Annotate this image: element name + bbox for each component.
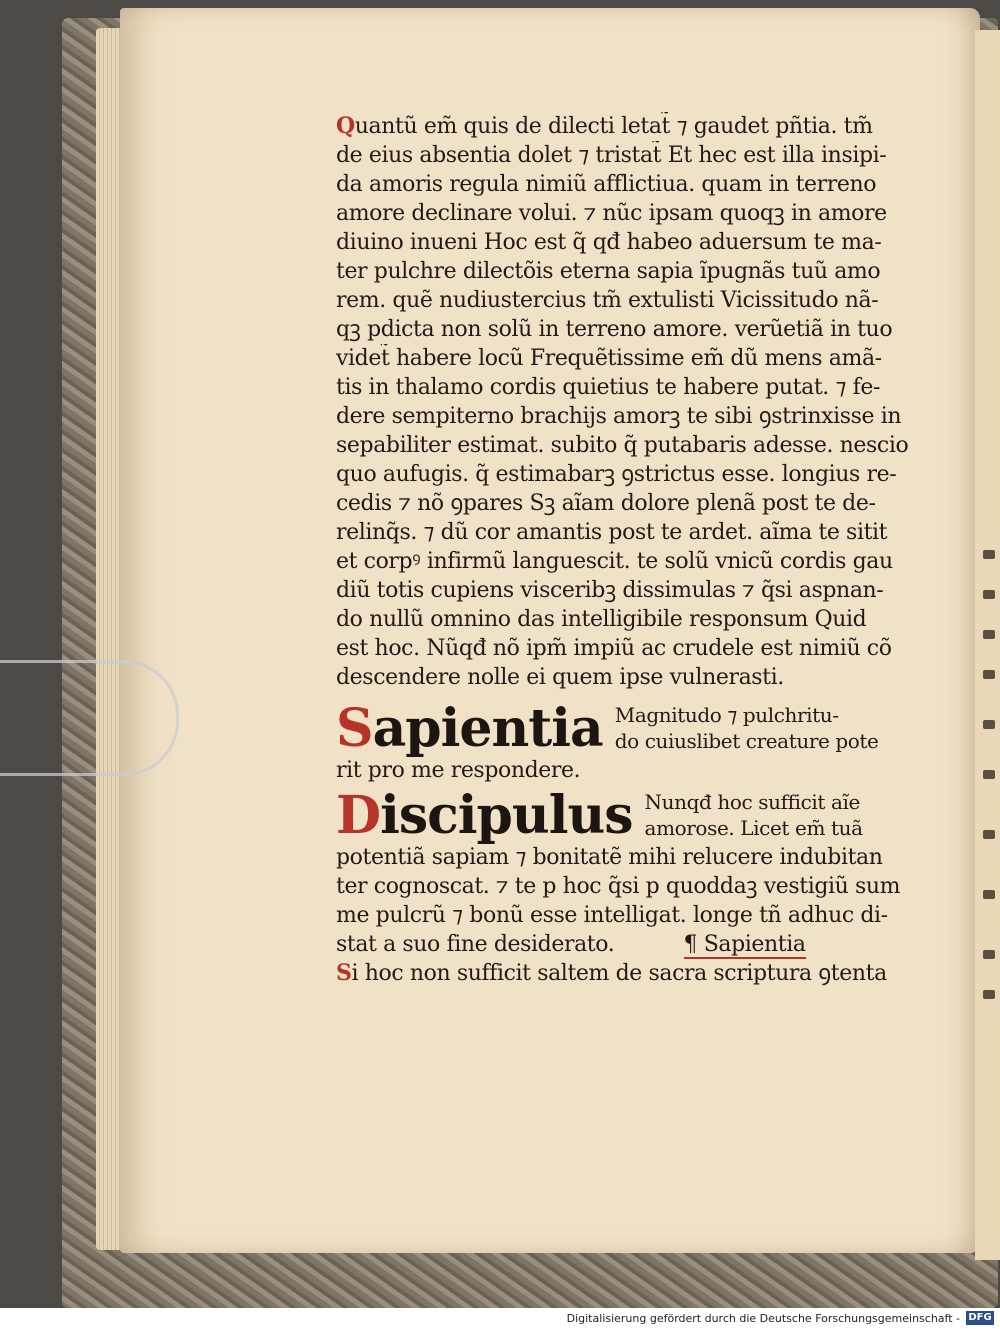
line-text: amore declinare volui. ⁊ nũc ipsam quoqꝫ in amore	[336, 201, 887, 226]
line-text: da amoris regula nimiũ afflictiua. quam in terreno	[336, 172, 877, 197]
line-text: descendere nolle ei quem ipse vulnerasti.	[336, 665, 784, 690]
text-fragment: stat a suo fine desiderato.	[336, 932, 615, 957]
text-line	[336, 547, 921, 576]
line-text: diuino inueni Hoc est q̃ qđ habeo aduersum te ma-	[336, 230, 882, 255]
text-line: Si hoc non sufficit saltem de sacra scriptura ꝯtenta	[336, 960, 887, 986]
line-text: dere sempiterno brachijs amorꝫ te sibi ꝯstrinxisse in	[336, 404, 902, 429]
footer-bar	[0, 1308, 1000, 1329]
text-line: Nunqđ hoc sufficit aĩe	[644, 790, 860, 814]
text-line	[336, 141, 921, 170]
line-text: cedis ⁊ nõ ꝯpares Sꝫ aĩam dolore plenã post te de-	[336, 491, 876, 516]
text-line: do cuiuslibet creature pote	[614, 729, 879, 753]
text-line	[336, 199, 921, 228]
text-line: ter cognoscat. ⁊ te p hoc q̃si p quoddaꝫ vestigiũ sum	[336, 874, 901, 899]
page-text	[336, 112, 921, 988]
footer-credit: Digitalisierung gefördert durch die Deutsche Forschungsgemeinschaft -	[566, 1312, 960, 1325]
text-line	[336, 576, 921, 605]
text-line	[336, 402, 921, 431]
line-text: relinq̃s. ⁊ dũ cor amantis post te ardet. aĩma te sitit	[336, 520, 888, 545]
facing-page-edge	[975, 30, 1000, 1260]
text-line: Magnitudo ⁊ pulchritu-	[614, 703, 839, 727]
text-line	[336, 170, 921, 199]
line-text: videt̃ habere locũ Frequẽtissime em̃ dũ mens amã-	[336, 346, 882, 371]
text-line	[336, 663, 921, 692]
speaker-side-text	[615, 702, 879, 754]
text-line	[336, 373, 921, 402]
text-line	[336, 605, 921, 634]
text-line: me pulcrũ ⁊ bonũ esse intelligat. longe tñ adhuc di-	[336, 903, 888, 928]
rubric-sapientia: ¶ Sapientia	[683, 932, 806, 957]
initial-letter: Q	[336, 113, 355, 139]
speaker-heading-discipulus: Discipulus	[336, 785, 633, 846]
text-line	[336, 460, 921, 489]
text-line: amorose. Licet em̃ tuã	[644, 816, 863, 840]
text-line	[336, 344, 921, 373]
text-line	[336, 634, 921, 663]
line-text: sepabiliter estimat. subito q̃ putabaris adesse. nescio	[336, 433, 909, 458]
text-line	[336, 431, 921, 460]
text-line	[336, 518, 921, 547]
text-line	[336, 257, 921, 286]
text-line	[336, 228, 921, 257]
line-text: de eius absentia dolet ⁊ tristat̃ Et hec est illa insipi-	[336, 143, 887, 168]
line-text: do nullũ omnino das intelligibile responsum Quid	[336, 607, 867, 632]
line-text: ter pulchre dilectõis eterna sapia ĩpugnãs tuũ amo	[336, 259, 881, 284]
speaker-block-discipulus	[336, 785, 921, 846]
line-text: uantũ em̃ quis de dilecti letat̃ ⁊ gaudet pñtia. tm̃	[354, 114, 873, 139]
text-line	[336, 286, 921, 315]
text-line	[336, 112, 921, 141]
text-line: potentiã sapiam ⁊ bonitatẽ mihi relucere indubitan	[336, 845, 883, 870]
line-text: quo aufugis. q̃ estimabarꝫ ꝯstrictus esse. longius re-	[336, 462, 897, 487]
speaker-block-sapientia	[336, 698, 921, 759]
text-line	[336, 315, 921, 344]
dfg-logo: DFG	[966, 1311, 994, 1325]
page-clip	[0, 660, 179, 776]
speaker-side-text	[645, 789, 863, 841]
line-text: est hoc. Nũqđ nõ ipm̃ impiũ ac crudele est nimiũ cõ	[336, 636, 892, 661]
line-text: diũ totis cupiens visceribꝫ dissimulas ⁊ q̃si aspnan-	[336, 578, 884, 603]
body-paragraph	[336, 112, 921, 692]
line-text: qꝫ pdicta non solũ in terreno amore. verũetiã in tuo	[336, 317, 893, 342]
line-text: rem. quẽ nudiustercius tm̃ extulisti Vicissitudo nã-	[336, 288, 879, 313]
text-line: rit pro me respondere.	[336, 758, 581, 783]
line-text: et corpꝰ infirmũ languescit. te solũ vnicũ cordis gau	[336, 549, 893, 574]
line-text: tis in thalamo cordis quietius te habere putat. ⁊ fe-	[336, 375, 880, 400]
text-line	[336, 489, 921, 518]
speaker-heading-sapientia: Sapientia	[336, 698, 603, 759]
text-line	[336, 930, 921, 959]
